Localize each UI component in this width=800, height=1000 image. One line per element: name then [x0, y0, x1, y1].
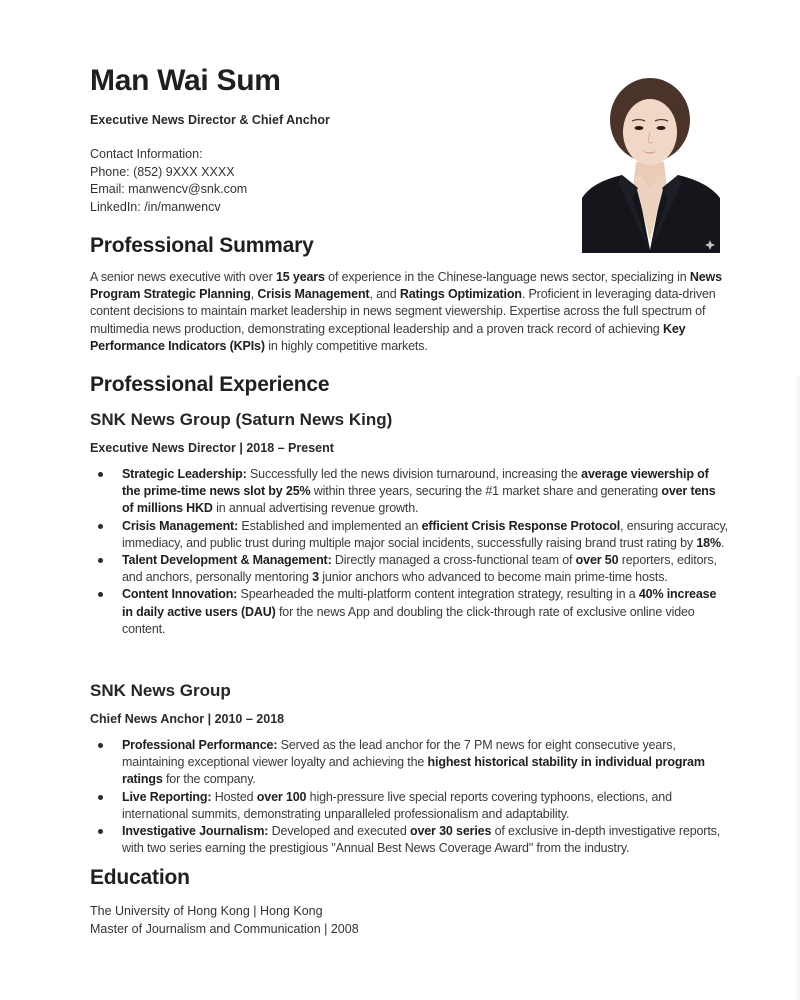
education-block [90, 903, 359, 938]
contact-block [90, 146, 247, 216]
text-run: for the company. [162, 772, 256, 787]
bold-text: over tens of millions HKD [122, 484, 716, 516]
bold-text: Live Reporting: [122, 789, 212, 804]
text-run: reporters, editors, and anchors, personally mentoring [122, 553, 717, 585]
education-school: The University of Hong Kong | Hong Kong [90, 904, 323, 918]
text-run: , ensuring accuracy, immediacy, and public trust during multiple major social incidents, successfully raising brand trust rating by [122, 518, 728, 550]
text-run: Hosted [211, 789, 257, 804]
candidate-title: Executive News Director & Chief Anchor [90, 113, 330, 127]
text-run: Developed and executed [268, 824, 410, 839]
company-name: SNK News Group (Saturn News King) [90, 410, 393, 429]
bullet-item [90, 789, 730, 823]
text-run: of exclusive in-depth investigative reports, with two series earning the prestigious "Annual Best News Coverage Award" from the industry. [122, 824, 721, 856]
text-run: for the news App and doubling the click-through rate of exclusive online video content. [122, 604, 695, 636]
bullet-item [90, 823, 730, 857]
bullet-dot-icon [98, 795, 103, 800]
page-edge-shadow [794, 375, 800, 1000]
job-role: Executive News Director | 2018 – Present [90, 441, 334, 455]
text-run: Directly managed a cross-functional team of [331, 553, 576, 568]
job-bullets [90, 737, 730, 857]
bold-text: 15 years [275, 270, 325, 284]
bold-text: News Program Strategic Planning [90, 270, 722, 302]
bold-text: Talent Development & Management: [122, 553, 332, 568]
bold-text: Crisis Management: [122, 518, 239, 533]
summary-paragraph [90, 269, 730, 355]
summary-heading: Professional Summary [90, 234, 314, 257]
bold-text: Professional Performance: [122, 738, 278, 752]
text-run: A senior news executive with over [90, 270, 276, 284]
bullet-dot-icon [98, 829, 103, 834]
bullet-item [90, 552, 730, 586]
education-heading: Education [90, 866, 190, 889]
bullet-item [90, 737, 730, 789]
job-bullets [90, 466, 730, 638]
bold-text: Investigative Journalism: [122, 824, 269, 839]
text-run: junior anchors who advanced to become main prime-time hosts. [318, 570, 668, 585]
bullet-dot-icon [98, 472, 103, 477]
contact-heading: Contact Information: [90, 147, 203, 161]
bold-text: Crisis Management [257, 287, 370, 302]
bold-text: Content Innovation: [122, 587, 238, 602]
bold-text: over 30 series [409, 824, 492, 839]
bold-text: 18% [696, 535, 721, 550]
text-run: within three years, securing the #1 market share and generating [310, 484, 662, 499]
text-run: , [250, 287, 258, 302]
bold-text: Ratings Optimization [399, 287, 522, 302]
text-run: Spearheaded the multi-platform content integration strategy, resulting in a [237, 587, 639, 602]
bold-text: highest historical stability in individual program ratings [122, 755, 705, 787]
bullet-item [90, 466, 730, 518]
contact-phone: Phone: (852) 9XXX XXXX [90, 164, 235, 179]
text-run: , and [369, 287, 400, 302]
text-run: Successfully led the news division turnaround, increasing the [246, 467, 582, 481]
bullet-dot-icon [98, 524, 103, 529]
text-run: . Proficient in leveraging data-driven content decisions to maintain market leadership in news segment viewership. Expertise across the full spectrum of multimedia news production, demonstrating exceptional leadership and a proven track record of achieving [90, 287, 716, 336]
bold-text: efficient Crisis Response Protocol [421, 518, 621, 533]
text-run: in highly competitive markets. [264, 338, 428, 353]
contact-email: Email: manwencv@snk.com [90, 182, 248, 196]
bullet-item [90, 518, 730, 552]
bullet-dot-icon [98, 558, 103, 563]
bullet-item [90, 586, 730, 638]
education-degree: Master of Journalism and Communication | 2008 [90, 921, 359, 936]
bullet-dot-icon [98, 743, 103, 748]
bold-text: 40% increase in daily active users (DAU) [122, 587, 717, 619]
text-run: Established and implemented an [238, 518, 422, 533]
text-run: high-pressure live special reports covering typhoons, elections, and international summits, demonstrating unparalleled professionalism and adaptability. [122, 789, 672, 821]
text-run: in annual advertising revenue growth. [212, 501, 419, 516]
bold-text: over 50 [575, 553, 619, 568]
bullet-dot-icon [98, 592, 103, 597]
candidate-name: Man Wai Sum [90, 64, 281, 97]
bold-text: average viewership of the prime-time news slot by 25% [122, 467, 709, 499]
bold-text: Strategic Leadership: [122, 467, 247, 481]
portrait-illustration [582, 70, 720, 253]
bold-text: over 100 [256, 789, 307, 804]
company-name: SNK News Group [90, 681, 231, 700]
bold-text: 3 [312, 570, 319, 585]
bold-text: Key Performance Indicators (KPIs) [90, 321, 686, 353]
portrait-photo [582, 70, 720, 253]
experience-heading: Professional Experience [90, 373, 330, 396]
text-run: of experience in the Chinese-language news sector, specializing in [324, 270, 690, 284]
job-role: Chief News Anchor | 2010 – 2018 [90, 712, 285, 726]
text-run: . [720, 535, 725, 550]
text-run: Served as the lead anchor for the 7 PM news for eight consecutive years, maintaining exceptional viewer loyalty and achieving the [122, 738, 676, 770]
contact-linkedin: LinkedIn: /in/manwencv [90, 199, 221, 214]
